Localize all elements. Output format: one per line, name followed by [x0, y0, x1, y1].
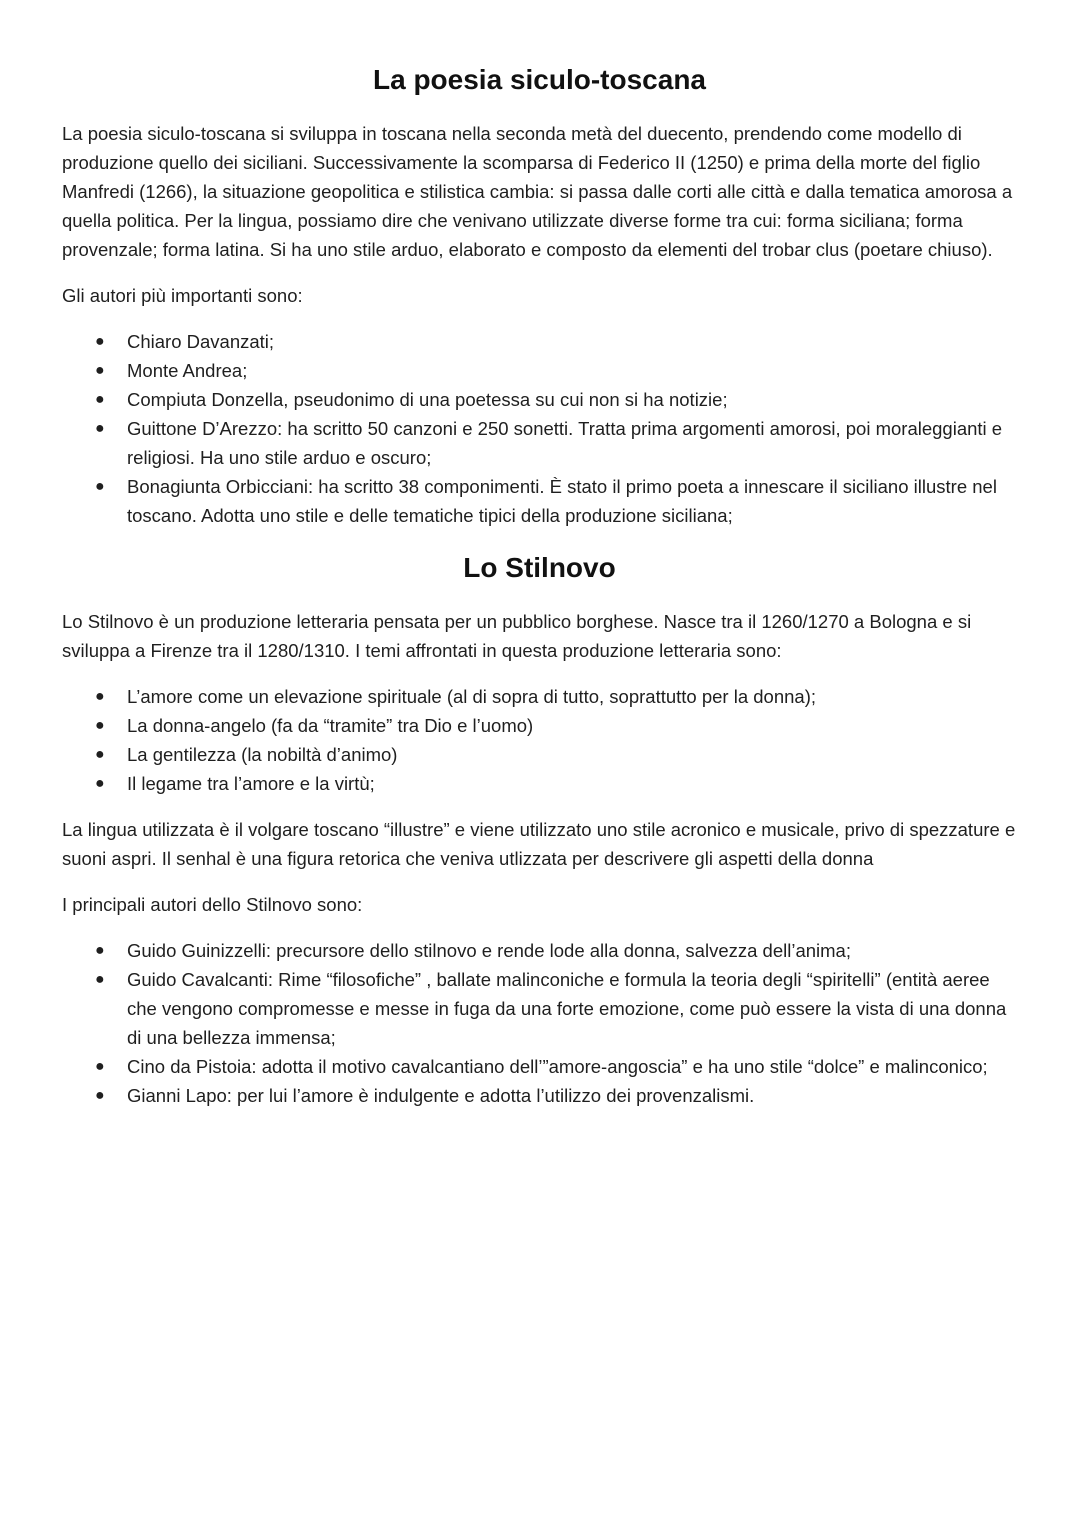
stilnovo-intro-paragraph: Lo Stilnovo è un produzione letteraria pensata per un pubblico borghese. Nasce tra il 1260/1270 a Bologna e si sviluppa a Firenze tra il 1280/1310. I temi affrontati in questa produzione letteraria sono:	[62, 611, 972, 661]
list-item-text: Guido Cavalcanti: Rime “filosofiche” , ballate malinconiche e formula la teoria degli “spiritelli” (entità aeree che vengono compromesse e messe in fuga da una forte emozione, come può essere la vista di una donna di una bellezza immensa;	[127, 969, 1007, 1048]
list-item	[62, 682, 1017, 711]
document-page	[62, 58, 1017, 1110]
list-item-text: Gianni Lapo: per lui l’amore è indulgente e adotta l’utilizzo dei provenzalismi.	[127, 1085, 755, 1106]
list-item-text: Guittone D’Arezzo: ha scritto 50 canzoni e 250 sonetti. Tratta prima argomenti amorosi, poi moraleggianti e religiosi. Ha uno stile arduo e oscuro;	[127, 418, 1003, 468]
list-item-text: Bonagiunta Orbicciani: ha scritto 38 componimenti. È stato il primo poeta a innescare il siciliano illustre nel toscano. Adotta uno stile e delle tematiche tipici della produzione siciliana;	[127, 476, 997, 526]
list-item	[62, 414, 1017, 472]
siculo-toscana-authors-intro: Gli autori più importanti sono:	[62, 285, 303, 306]
bullet-icon: ●	[95, 688, 105, 705]
list-item-text: Il legame tra l’amore e la virtù;	[127, 773, 375, 794]
stilnovo-language-paragraph: La lingua utilizzata è il volgare toscano “illustre” e viene utilizzato uno stile acronico e musicale, privo di spezzature e suoni aspri. Il senhal è una figura retorica che veniva utlizzata per descrivere gli aspetti della donna	[62, 819, 1016, 869]
list-item	[62, 740, 1017, 769]
list-item	[62, 769, 1017, 798]
list-item-text: La donna-angelo (fa da “tramite” tra Dio e l’uomo)	[127, 715, 534, 736]
list-item	[62, 327, 1017, 356]
list-item-text: Guido Guinizzelli: precursore dello stilnovo e rende lode alla donna, salvezza dell’anima;	[127, 940, 851, 961]
bullet-icon: ●	[95, 420, 105, 437]
bullet-icon: ●	[95, 971, 105, 988]
list-item	[62, 711, 1017, 740]
bullet-icon: ●	[95, 1058, 105, 1075]
stilnovo-themes-list	[62, 682, 1017, 798]
list-item-text: Cino da Pistoia: adotta il motivo cavalcantiano dell’”amore-angoscia” e ha uno stile “dolce” e malinconico;	[127, 1056, 988, 1077]
bullet-icon: ●	[95, 478, 105, 495]
list-item-text: La gentilezza (la nobiltà d’animo)	[127, 744, 398, 765]
bullet-icon: ●	[95, 717, 105, 734]
siculo-toscana-intro-paragraph: La poesia siculo-toscana si sviluppa in toscana nella seconda metà del duecento, prendendo come modello di produzione quello dei siciliani. Successivamente la scomparsa di Federico II (1250) e prima della morte del figlio Manfredi (1266), la situazione geopolitica e stilistica cambia: si passa dalle corti alle città e dalla tematica amorosa a quella politica. Per la lingua, possiamo dire che venivano utilizzate diverse forme tra cui: forma siciliana; forma provenzale; forma latina. Si ha uno stile arduo, elaborato e composto da elementi del trobar clus (poetare chiuso).	[62, 123, 1013, 260]
list-item	[62, 1081, 1017, 1110]
list-item	[62, 1052, 1017, 1081]
stilnovo-authors-intro: I principali autori dello Stilnovo sono:	[62, 894, 363, 915]
list-item	[62, 385, 1017, 414]
list-item	[62, 356, 1017, 385]
section-title-stilnovo: Lo Stilnovo	[463, 552, 616, 583]
bullet-icon: ●	[95, 362, 105, 379]
siculo-toscana-authors-list	[62, 327, 1017, 530]
section-title-siculo-toscana: La poesia siculo-toscana	[373, 64, 706, 95]
list-item	[62, 472, 1017, 530]
list-item	[62, 936, 1017, 965]
bullet-icon: ●	[95, 391, 105, 408]
list-item-text: Compiuta Donzella, pseudonimo di una poetessa su cui non si ha notizie;	[127, 389, 728, 410]
list-item-text: L’amore come un elevazione spirituale (al di sopra di tutto, soprattutto per la donna);	[127, 686, 817, 707]
bullet-icon: ●	[95, 775, 105, 792]
stilnovo-authors-list	[62, 936, 1017, 1110]
bullet-icon: ●	[95, 746, 105, 763]
list-item-text: Chiaro Davanzati;	[127, 331, 275, 352]
list-item-text: Monte Andrea;	[127, 360, 248, 381]
list-item	[62, 965, 1017, 1052]
bullet-icon: ●	[95, 333, 105, 350]
bullet-icon: ●	[95, 942, 105, 959]
bullet-icon: ●	[95, 1087, 105, 1104]
